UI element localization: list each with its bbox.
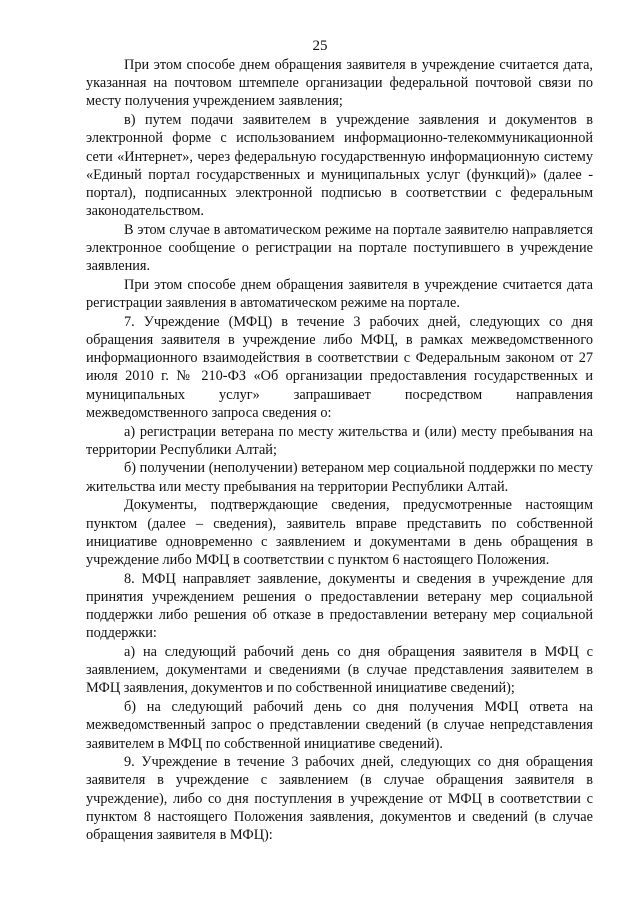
paragraph-postal-date: При этом способе днем обращения заявителя в учреждение считается дата, указанная на почтовом штемпеле организации федеральной почтовой связи по месту получения учреждением заявления;	[86, 57, 593, 110]
paragraph-clause-8b: б) на следующий рабочий день со дня получения МФЦ ответа на межведомственный запрос о представлении сведений (в случае непредставления заявителем в МФЦ по собственной инициативе сведений).	[86, 699, 593, 752]
paragraph-portal-date: При этом способе днем обращения заявителя в учреждение считается дата регистрации заявления в автоматическом режиме на портале.	[86, 276, 593, 312]
paragraph-supporting-documents: Документы, подтверждающие сведения, предусмотренные настоящим пунктом (далее – сведения), заявитель вправе представить по собственной инициативе одновременно с заявлением и документами в день обращения в учреждение либо МФЦ в соответствии с пунктом 6 настоящего Положения.	[86, 497, 593, 568]
paragraph-portal-notification: В этом случае в автоматическом режиме на портале заявителю направляется электронное сообщение о регистрации на портале поступившего в учреждение заявления.	[86, 221, 593, 275]
paragraph-clause-7b: б) получении (неполучении) ветераном мер социальной поддержки по месту жительства или месту пребывания на территории Республики Алтай.	[86, 460, 593, 495]
paragraph-clause-9: 9. Учреждение в течение 3 рабочих дней, следующих со дня обращения заявителя в учреждение с заявлением (в случае обращения заявителя в учреждение), либо со дня поступления в учреждение от МФЦ в соответствии с пунктом 8 настоящего Положения заявления, документов и сведений (в случае обращения заявителя в МФЦ):	[86, 754, 593, 844]
paragraph-clause-7a: а) регистрации ветерана по месту жительства и (или) месту пребывания на территории Республики Алтай;	[86, 423, 593, 458]
paragraph-clause-7: 7. Учреждение (МФЦ) в течение 3 рабочих дней, следующих со дня обращения заявителя в учреждение либо МФЦ, в рамках межведомственного информационного взаимодействия в соответствии с Федеральным законом от 27 июля 2010 г. № 210-ФЗ «Об организации предоставления государственных и муниципальных услуг» запрашивает посредством направления межведомственного запроса сведения о:	[86, 313, 593, 421]
page-number: 25	[312, 38, 328, 54]
document-body	[86, 56, 593, 844]
paragraph-clause-8a: а) на следующий рабочий день со дня обращения заявителя в МФЦ с заявлением, документами и сведениями (в случае представления заявителем в МФЦ заявления, документов и по собственной инициативе сведений);	[86, 644, 593, 697]
paragraph-clause-8: 8. МФЦ направляет заявление, документы и сведения в учреждение для принятия учреждением решения о предоставлении ветерану мер социальной поддержки либо решения об отказе в предоставлении ветерану мер социальной поддержки:	[86, 570, 593, 642]
paragraph-electronic-submission: в) путем подачи заявителем в учреждение заявления и документов в электронной форме с использованием информационно-телекоммуникационной сети «Интернет», через федеральную государственную информационную систему «Единый портал государственных и муниципальных услуг (функций)» (далее - портал), подписанных электронной подписью в соответствии с федеральным законодательством.	[86, 112, 593, 220]
